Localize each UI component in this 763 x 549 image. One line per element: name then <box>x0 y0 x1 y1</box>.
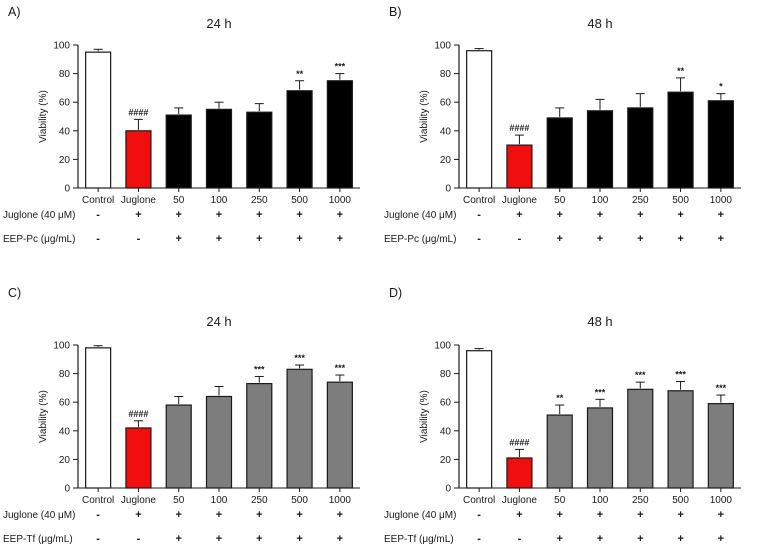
dose-symbol: + <box>135 209 142 221</box>
dose-symbol: + <box>175 533 182 545</box>
dose-row-label: EEP-Pc (μg/mL) <box>384 234 457 245</box>
bar-juglone <box>507 145 532 188</box>
y-tick-label: 20 <box>439 154 451 166</box>
bar-juglone <box>507 458 532 488</box>
dose-symbol: + <box>215 209 223 221</box>
dose-symbol: + <box>135 509 142 521</box>
dose-symbol: + <box>717 509 725 521</box>
dose-symbol: + <box>516 209 523 221</box>
x-tick-label: Juglone <box>501 195 537 206</box>
dose-row-label: EEP-Pc (μg/mL) <box>3 234 76 245</box>
bar-juglone <box>126 428 151 488</box>
y-tick-label: 0 <box>64 483 70 495</box>
bar-100 <box>207 109 232 188</box>
y-tick-label: 100 <box>53 340 70 352</box>
y-tick-label: 0 <box>445 183 451 195</box>
panel-b <box>381 0 763 274</box>
dose-row-label: Juglone (40 μM) <box>384 510 457 521</box>
bar-control <box>86 348 111 488</box>
dose-symbol: + <box>516 509 523 521</box>
significance-marker: *** <box>334 363 346 374</box>
significance-marker: #### <box>509 437 530 448</box>
x-tick-label: Control <box>463 495 496 506</box>
dose-symbol: + <box>556 209 563 221</box>
bar-250 <box>247 112 272 188</box>
x-tick-label: 250 <box>250 195 268 206</box>
x-tick-label: 250 <box>631 195 649 206</box>
x-tick-label: 500 <box>672 495 689 506</box>
significance-marker: *** <box>635 370 646 381</box>
y-tick-label: 40 <box>58 426 70 438</box>
dose-symbol: + <box>596 209 604 221</box>
y-tick-label: 60 <box>58 97 70 109</box>
bar-100 <box>207 396 232 488</box>
bar-250 <box>628 389 653 488</box>
significance-marker: ** <box>556 393 564 404</box>
panel-a-title: 24 h <box>206 16 232 31</box>
dose-symbol: + <box>256 209 263 221</box>
bar-1000 <box>327 382 352 488</box>
bar-500 <box>668 92 693 188</box>
bar-50 <box>166 405 191 488</box>
dose-symbol: - <box>477 233 481 245</box>
y-tick-label: 80 <box>439 69 451 81</box>
panel-a-label: A) <box>8 5 21 19</box>
dose-symbol: + <box>175 209 182 221</box>
significance-marker: #### <box>509 123 530 134</box>
dose-symbol: - <box>96 233 100 245</box>
dose-row-label: Juglone (40 μM) <box>3 510 76 521</box>
bar-100 <box>588 408 613 488</box>
panel-a-chart <box>0 0 381 248</box>
x-tick-label: 250 <box>250 495 268 506</box>
dose-symbol: + <box>717 233 725 245</box>
dose-symbol: - <box>517 533 522 545</box>
y-tick-label: 80 <box>439 369 451 381</box>
dose-symbol: + <box>637 533 644 545</box>
x-tick-label: 50 <box>173 495 185 506</box>
dose-symbol: + <box>256 233 263 245</box>
y-axis-label: Viability (%) <box>419 90 430 143</box>
y-tick-label: 60 <box>58 397 70 409</box>
x-tick-label: 500 <box>291 495 308 506</box>
x-tick-label: 50 <box>173 195 185 206</box>
bar-500 <box>668 391 693 488</box>
x-tick-label: 500 <box>672 195 689 206</box>
panel-d-chart <box>381 300 762 548</box>
y-tick-label: 100 <box>434 340 451 352</box>
dose-symbol: + <box>296 509 303 521</box>
dose-symbol: + <box>215 533 223 545</box>
y-tick-label: 60 <box>439 397 451 409</box>
panel-b-title: 48 h <box>587 16 613 31</box>
dose-row-label: Juglone (40 μM) <box>3 210 76 221</box>
dose-symbol: - <box>96 533 100 545</box>
y-tick-label: 100 <box>434 40 451 52</box>
bar-250 <box>247 384 272 488</box>
x-tick-label: 50 <box>554 195 566 206</box>
y-tick-label: 0 <box>445 483 451 495</box>
y-tick-label: 80 <box>58 69 70 81</box>
bar-control <box>467 351 492 488</box>
significance-marker: ** <box>296 68 304 79</box>
y-axis-label: Viability (%) <box>419 390 430 443</box>
dose-symbol: + <box>677 509 684 521</box>
dose-symbol: + <box>336 233 344 245</box>
panel-c-chart <box>0 300 381 548</box>
panel-b-label: B) <box>389 5 402 19</box>
y-tick-label: 40 <box>58 126 70 138</box>
significance-marker: *** <box>254 364 265 375</box>
x-tick-label: Juglone <box>120 495 156 506</box>
bar-1000 <box>327 81 352 188</box>
y-axis-label: Viability (%) <box>38 90 49 143</box>
dose-symbol: + <box>336 533 344 545</box>
dose-symbol: - <box>477 509 481 521</box>
dose-row-label: EEP-Tf (μg/mL) <box>384 534 454 545</box>
dose-symbol: - <box>96 509 100 521</box>
dose-symbol: - <box>136 533 141 545</box>
dose-symbol: + <box>677 233 684 245</box>
x-tick-label: 1000 <box>709 495 732 506</box>
bar-50 <box>547 415 572 488</box>
dose-symbol: + <box>637 509 644 521</box>
dose-symbol: + <box>256 509 263 521</box>
dose-symbol: - <box>96 209 100 221</box>
significance-marker: *** <box>675 369 686 380</box>
dose-symbol: - <box>477 209 481 221</box>
y-tick-label: 20 <box>58 454 70 466</box>
dose-symbol: + <box>556 509 563 521</box>
dose-symbol: + <box>677 533 684 545</box>
panel-c-title: 24 h <box>206 314 232 329</box>
x-tick-label: Juglone <box>120 195 156 206</box>
x-tick-label: 1000 <box>328 495 351 506</box>
dose-row-label: EEP-Tf (μg/mL) <box>3 534 73 545</box>
dose-row-label: Juglone (40 μM) <box>384 210 457 221</box>
x-tick-label: Control <box>463 195 496 206</box>
dose-symbol: + <box>637 233 644 245</box>
y-tick-label: 100 <box>53 40 70 52</box>
dose-symbol: + <box>215 509 223 521</box>
x-tick-label: 1000 <box>709 195 732 206</box>
bar-500 <box>287 91 312 188</box>
panel-b-chart <box>381 0 762 248</box>
significance-marker: * <box>719 81 723 92</box>
y-tick-label: 60 <box>439 97 451 109</box>
dose-symbol: + <box>717 533 725 545</box>
bar-juglone <box>126 131 151 188</box>
x-tick-label: 100 <box>591 195 609 206</box>
dose-symbol: + <box>175 509 182 521</box>
y-tick-label: 80 <box>58 369 70 381</box>
bar-500 <box>287 369 312 488</box>
dose-symbol: + <box>596 533 604 545</box>
x-tick-label: Control <box>82 195 115 206</box>
x-tick-label: Juglone <box>501 495 537 506</box>
significance-marker: *** <box>715 383 727 394</box>
panel-d <box>381 274 763 549</box>
significance-marker: ** <box>677 65 685 76</box>
bar-50 <box>547 118 572 188</box>
dose-symbol: + <box>596 509 604 521</box>
dose-symbol: - <box>517 233 522 245</box>
panel-d-label: D) <box>389 286 403 300</box>
panel-d-title: 48 h <box>587 314 613 329</box>
dose-symbol: + <box>336 509 344 521</box>
x-tick-label: 250 <box>631 495 649 506</box>
dose-symbol: - <box>477 533 481 545</box>
bar-250 <box>628 108 653 188</box>
dose-symbol: + <box>215 233 223 245</box>
dose-symbol: + <box>556 233 563 245</box>
x-tick-label: 100 <box>210 495 228 506</box>
x-tick-label: 500 <box>291 195 308 206</box>
dose-symbol: + <box>296 209 303 221</box>
dose-symbol: + <box>296 533 303 545</box>
bar-1000 <box>708 101 733 188</box>
panel-c-label: C) <box>8 286 22 300</box>
x-tick-label: 50 <box>554 495 566 506</box>
significance-marker: #### <box>128 107 149 118</box>
dose-symbol: + <box>256 533 263 545</box>
bar-control <box>467 51 492 188</box>
x-tick-label: Control <box>82 495 115 506</box>
significance-marker: *** <box>294 353 305 364</box>
x-tick-label: 100 <box>591 495 609 506</box>
y-tick-label: 40 <box>439 426 451 438</box>
x-tick-label: 1000 <box>328 195 351 206</box>
dose-symbol: + <box>336 209 344 221</box>
y-tick-label: 40 <box>439 126 451 138</box>
dose-symbol: - <box>136 233 141 245</box>
significance-marker: *** <box>594 387 606 398</box>
dose-symbol: + <box>556 533 563 545</box>
y-tick-label: 20 <box>439 454 451 466</box>
y-axis-label: Viability (%) <box>38 390 49 443</box>
y-tick-label: 20 <box>58 154 70 166</box>
significance-marker: *** <box>334 61 346 72</box>
dose-symbol: + <box>296 233 303 245</box>
bar-control <box>86 52 111 188</box>
dose-symbol: + <box>175 233 182 245</box>
bar-100 <box>588 111 613 188</box>
panel-a <box>0 0 381 274</box>
panel-c <box>0 274 381 549</box>
dose-symbol: + <box>637 209 644 221</box>
significance-marker: #### <box>128 408 149 419</box>
y-tick-label: 0 <box>64 183 70 195</box>
dose-symbol: + <box>596 233 604 245</box>
bar-1000 <box>708 404 733 488</box>
dose-symbol: + <box>677 209 684 221</box>
dose-symbol: + <box>717 209 725 221</box>
x-tick-label: 100 <box>210 195 228 206</box>
bar-50 <box>166 115 191 188</box>
